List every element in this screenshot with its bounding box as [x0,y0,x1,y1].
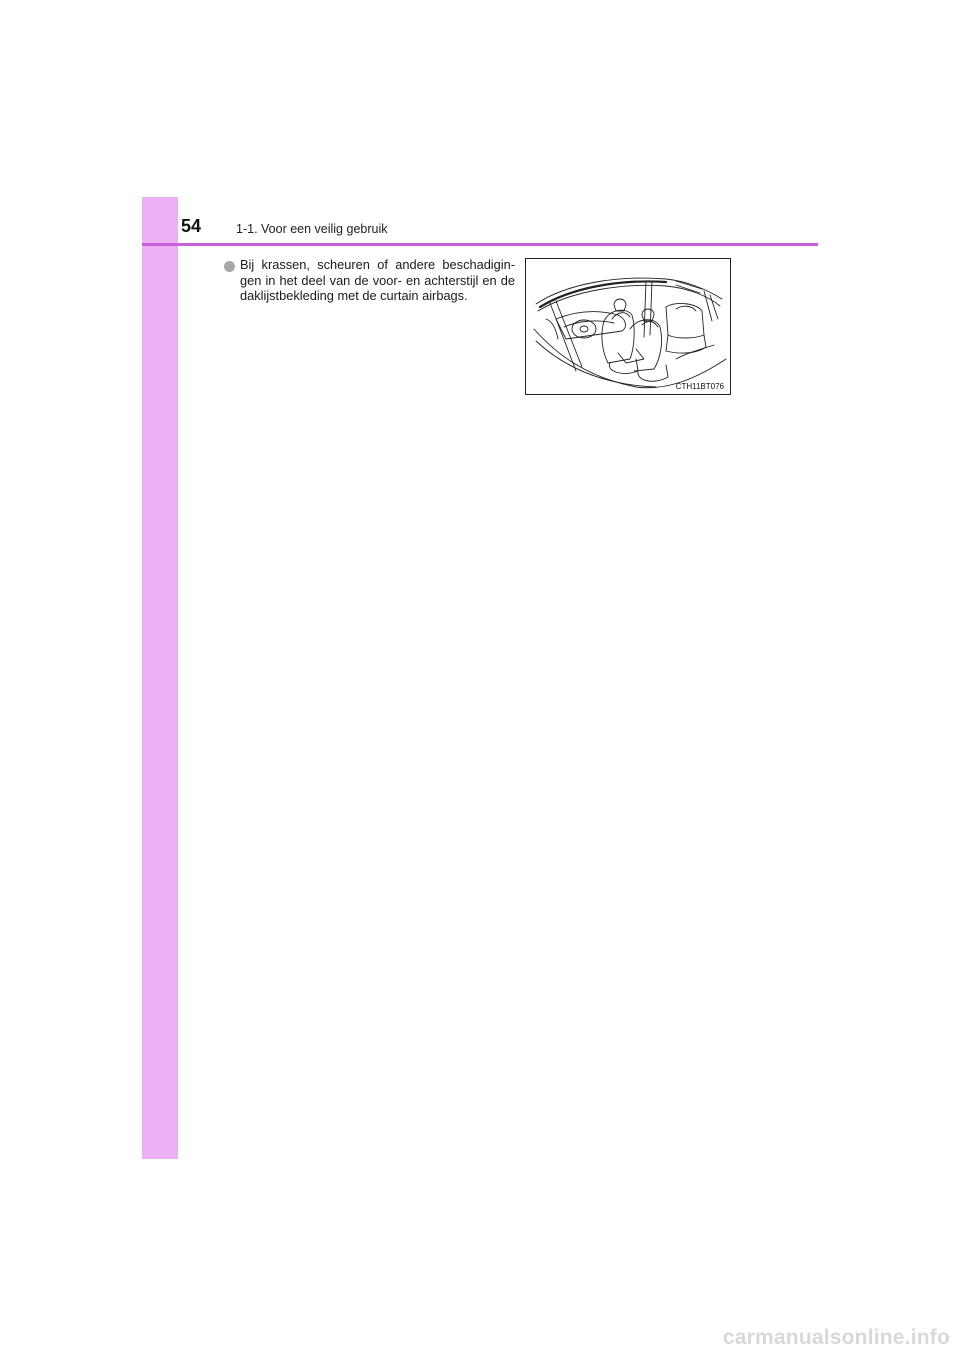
car-interior-illustration [525,258,731,395]
side-tab-band [142,197,178,1159]
bullet-icon [224,261,235,272]
figure-code: CTH11BT076 [675,382,724,391]
header-band [142,197,818,244]
section-title: 1-1. Voor een veilig gebruik [236,222,388,236]
bullet-text: Bij krassen, scheuren of andere beschadigin-gen in het deel van de voor- en achterstijl en de daklijstbekleding met de curtain airbags. [240,257,515,303]
watermark: carmanualsonline.info [722,1326,950,1349]
header-divider [142,243,818,246]
car-interior-drawing [526,259,731,395]
header-tab [142,197,178,244]
page-number: 54 [181,216,202,236]
